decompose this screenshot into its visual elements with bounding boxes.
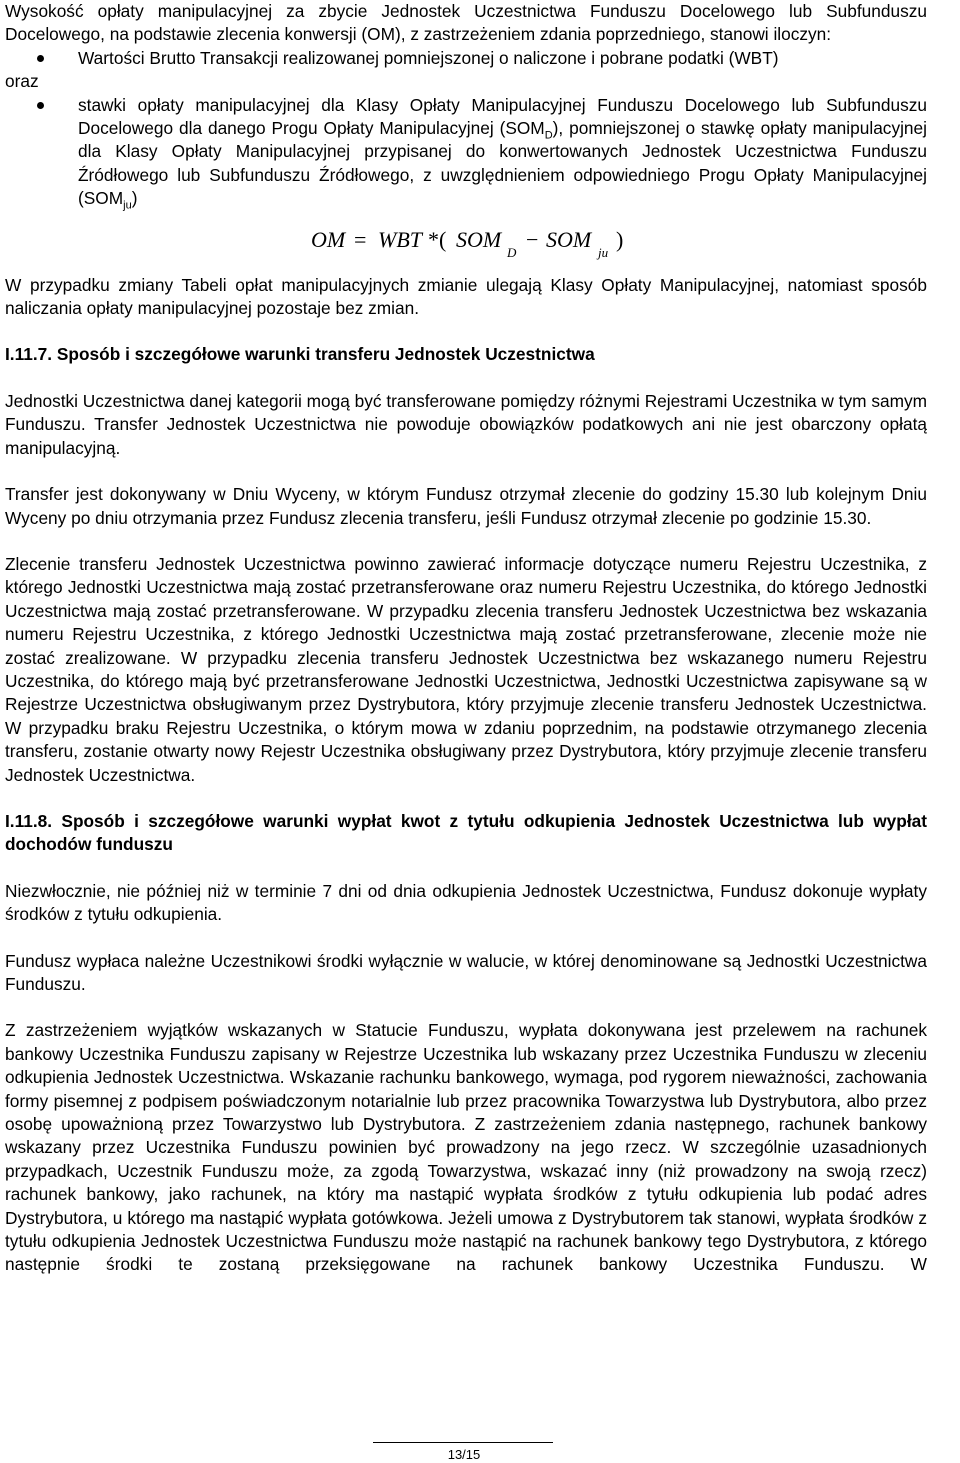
bullet-list	[5, 47, 927, 70]
formula-sub-ju: ju	[598, 244, 609, 260]
paragraph: Transfer jest dokonywany w Dniu Wyceny, w którym Fundusz otrzymał zlecenie do godziny 15.30 lub kolejnym Dniu Wyceny po dniu otrzymania przez Fundusz zlecenia transferu, jeśli Fundusz otrzymał zlecenie po godzinie 15.30.	[5, 484, 927, 528]
subscript: D	[544, 129, 553, 142]
formula-som-d: SOM	[456, 226, 502, 252]
page-number: 13/15	[447, 1447, 481, 1462]
paragraph: Zlecenie transferu Jednostek Uczestnictwa powinno zawierać informacje dotyczące numeru Rejestru Uczestnika, z którego Jednostki Uczestnictwa mają zostać przetransferowane oraz numeru Rejestru Uczestnika, do którego Jednostki Uczestnictwa mają zostać przetransferowane. W przypadku zlecenia transferu Jednostek Uczestnictwa bez wskazania numeru Rejestru Uczestnika, z którego Jednostki Uczestnictwa mają zostać przetransferowane, zlecenie może nie zostać zrealizowane. W przypadku zlecenia transferu Jednostek Uczestnictwa bez wskazanego numeru Rejestru Uczestnika, do którego mają być przetransferowane Jednostki Uczestnictwa, Jednostki Uczestnictwa zapisywane są w Rejestrze Uczestnictwa obsługiwanym przez Dystrybutora, który przyjmuje zlecenie transferu Jednostek Uczestnictwa. W przypadku braku Rejestru Uczestnika, o którym mowa w zdaniu poprzednim, na podstawie otrzymanego zlecenia transferu, zostanie otwarty nowy Rejestr Uczestnika obsługiwany przez Dystrybutora, który przyjmuje zlecenie transferu Jednostek Uczestnictwa.	[5, 553, 927, 785]
paragraph: W przypadku zmiany Tabeli opłat manipulacyjnych zmianie ulegają Klasy Opłaty Manipulacyjnej, natomiast sposób naliczania opłaty manipulacyjnej pozostaje bez zmian.	[5, 274, 927, 319]
formula-equals: =	[354, 226, 367, 252]
document-body	[5, 0, 927, 1277]
paragraph: Niezwłocznie, nie później niż w terminie 7 dni od dnia odkupienia Jednostek Uczestnictwa, Fundusz dokonuje wypłaty środków z tytułu odkupienia.	[5, 880, 927, 925]
list-item	[5, 94, 927, 211]
section-number: I.11.7.	[5, 344, 53, 365]
formula-minus: −	[526, 226, 539, 252]
bullet-continuation: oraz	[5, 71, 39, 92]
formula-close: )	[616, 226, 624, 252]
bullet-icon	[37, 55, 44, 62]
bullet-list	[5, 94, 927, 211]
bullet-text: )	[131, 188, 138, 209]
section-number: I.11.8.	[5, 810, 53, 831]
section-heading-117	[5, 343, 927, 366]
section-title: Sposób i szczegółowe warunki transferu Jednostek Uczestnictwa	[56, 344, 595, 365]
formula-om: OM	[311, 226, 346, 252]
section-heading-118	[5, 810, 927, 857]
formula-sub-d: D	[507, 244, 517, 260]
bullet-text: stawki opłaty manipulacyjnej dla Klasy Opłaty Manipulacyjnej Funduszu Docelowego lub Subfunduszu Docelowego dla danego Progu Opłaty Manipulacyjnej (SOM	[78, 94, 927, 139]
subscript: ju	[123, 199, 132, 212]
paragraph: Fundusz wypłaca należne Uczestnikowi środki wyłącznie w walucie, w której denominowane są Jednostki Uczestnictwa Funduszu.	[5, 950, 927, 994]
bullet-icon	[37, 102, 44, 109]
footer-rule	[373, 1442, 553, 1443]
paragraph: Jednostki Uczestnictwa danej kategorii mogą być transferowane pomiędzy różnymi Rejestrami Uczestnika w tym samym Funduszu. Transfer Jednostek Uczestnictwa nie powoduje obowiązków podatkowych ani nie jest obarczony opłatą manipulacyjną.	[5, 390, 928, 458]
bullet-text: Wartości Brutto Transakcji realizowanej pomniejszonej o naliczone i pobrane podatki (WBT)	[78, 47, 779, 68]
formula-wbt: WBT	[378, 226, 422, 252]
bullet-text: ), pomniejszonej o stawkę opłaty manipulacyjnej dla Klasy Opłaty Manipulacyjnej przypisanej do konwertowanych Jednostek Uczestnictwa Funduszu Źródłowego lub Subfunduszu Źródłowego, z uwzględnieniem odpowiedniego Progu Opłaty Manipulacyjnej (SOM	[78, 118, 927, 209]
list-item	[5, 47, 927, 70]
formula-operator: *(	[428, 226, 447, 252]
formula-som-ju: SOM	[546, 226, 592, 252]
intro-paragraph: Wysokość opłaty manipulacyjnej za zbycie Jednostek Uczestnictwa Funduszu Docelowego lub Subfunduszu Docelowego, na podstawie zlecenia konwersji (OM), z zastrzeżeniem zdania poprzedniego, stanowi iloczyn:	[5, 1, 927, 45]
formula	[5, 228, 927, 274]
section-title: Sposób i szczegółowe warunki wypłat kwot z tytułu odkupienia Jednostek Uczestnictwa lub wypłat dochodów funduszu	[5, 810, 927, 855]
paragraph: Z zastrzeżeniem wyjątków wskazanych w Statucie Funduszu, wypłata dokonywana jest przelewem na rachunek bankowy Uczestnika Funduszu zapisany w Rejestrze Uczestnika lub wskazany przez Uczestnika Funduszu w zleceniu odkupienia Jednostek Uczestnictwa. Wskazanie rachunku bankowego, wymaga, pod rygorem nieważności, zachowania formy pisemnej z podpisem poświadczonym notarialnie lub przez pracownika Towarzystwa lub Dystrybutora, albo przez osobę upoważnioną przez Towarzystwo lub Dystrybutora. Z zastrzeżeniem zdania następnego, rachunek bankowy wskazany przez Uczestnika Funduszu powinien być prowadzony na jego rzecz. W szczególnie uzasadnionych przypadkach, Uczestnik Funduszu może, za zgodą Towarzystwa, wskazać inny (niż prowadzony na swoją rzecz) rachunek bankowy, jako rachunek, na który ma nastąpić wypłata środków z tytułu odkupienia lub podać adres Dystrybutora, u którego ma nastąpić wypłata gotówkowa. Jeżeli umowa z Dystrybutorem tak stanowi, wypłata środków z tytułu odkupienia Jednostek Uczestnictwa Funduszu może nastąpić na rachunek bankowy tego Dystrybutora, z którego następnie środki te zostaną przeksięgowane na rachunek bankowy Uczestnika Funduszu. W	[5, 1020, 927, 1275]
